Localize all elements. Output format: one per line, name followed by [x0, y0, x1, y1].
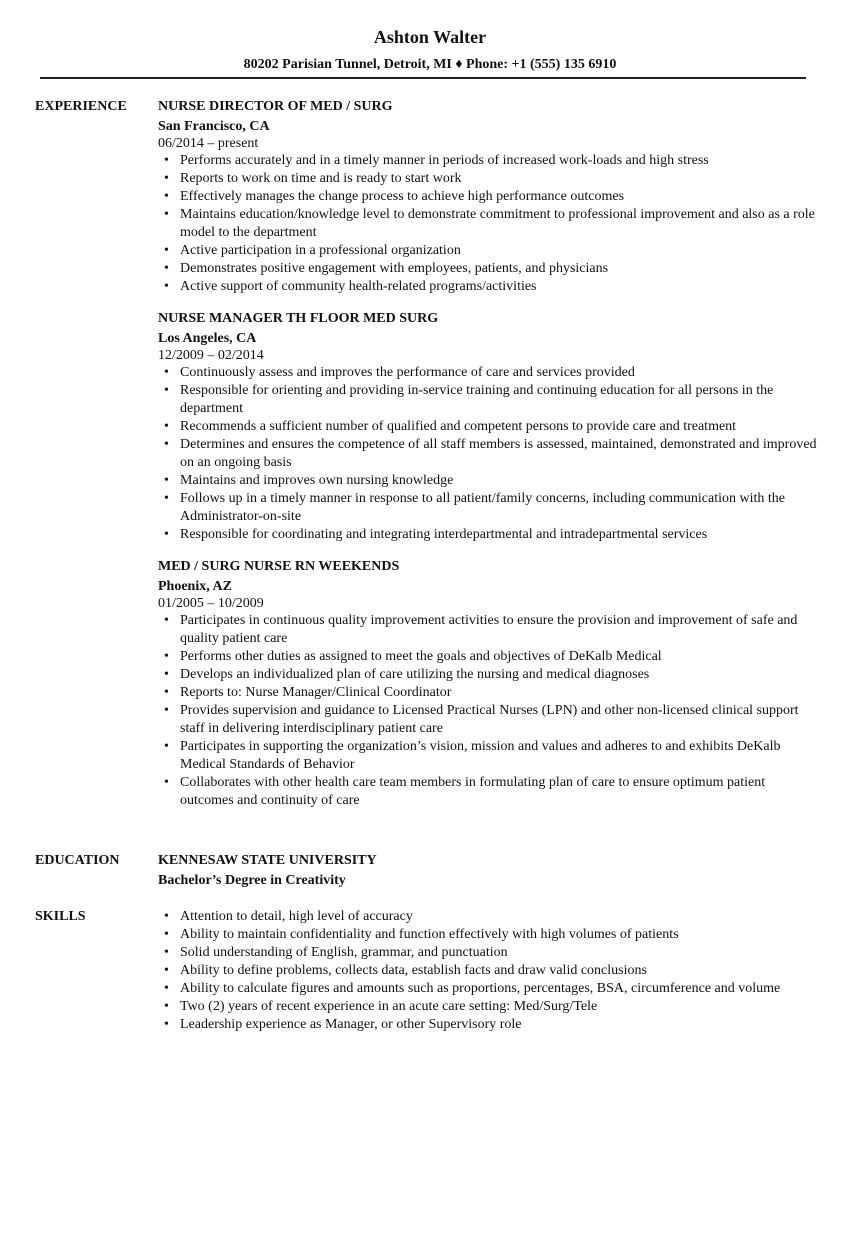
job-dates: 01/2005 – 10/2009 — [158, 596, 264, 611]
job-bullets — [158, 152, 818, 296]
bullet-item: • Participates in continuous quality improvement activities to ensure the provision and improvement of safe and quality patient care — [158, 612, 818, 648]
skill-item: • Ability to define problems, collects data, establish facts and draw valid conclusions — [158, 962, 818, 980]
bullet-item: • Determines and ensures the competence of all staff members is assessed, maintained, demonstrated and improved on an ongoing basis — [158, 436, 818, 472]
job-title: NURSE MANAGER TH FLOOR MED SURG — [158, 311, 439, 326]
bullet-item: • Maintains education/knowledge level to demonstrate commitment to professional improvement and also as a role model to the department — [158, 206, 818, 242]
bullet-item: • Reports to: Nurse Manager/Clinical Coordinator — [158, 684, 818, 702]
job-entry — [158, 558, 818, 810]
skill-item: • Ability to maintain confidentiality and function effectively with high volumes of patients — [158, 926, 818, 944]
skill-item: • Two (2) years of recent experience in an acute care setting: Med/Surg/Tele — [158, 998, 818, 1016]
section-label-education: EDUCATION — [35, 853, 120, 868]
bullet-item: • Continuously assess and improves the performance of care and services provided — [158, 364, 818, 382]
skill-bullets — [158, 908, 818, 1034]
job-title: NURSE DIRECTOR OF MED / SURG — [158, 99, 393, 114]
school-name: KENNESAW STATE UNIVERSITY — [158, 853, 377, 868]
bullet-item: • Responsible for coordinating and integrating interdepartmental and intradepartmental services — [158, 526, 818, 544]
job-dates: 06/2014 – present — [158, 136, 259, 151]
bullet-item: • Effectively manages the change process to achieve high performance outcomes — [158, 188, 818, 206]
job-location: Los Angeles, CA — [158, 331, 257, 346]
job-location: San Francisco, CA — [158, 119, 270, 134]
job-dates: 12/2009 – 02/2014 — [158, 348, 264, 363]
bullet-item: • Collaborates with other health care team members in formulating plan of care to ensure optimum patient outcomes and continuity of care — [158, 774, 818, 810]
section-label-skills: SKILLS — [35, 909, 86, 924]
skill-item: • Leadership experience as Manager, or other Supervisory role — [158, 1016, 818, 1034]
bullet-item: • Reports to work on time and is ready to start work — [158, 170, 818, 188]
job-entry — [158, 98, 818, 296]
bullet-item: • Provides supervision and guidance to Licensed Practical Nurses (LPN) and other non-licensed clinical support staff in delivering interdisciplinary patient care — [158, 702, 818, 738]
contact-line: 80202 Parisian Tunnel, Detroit, MI ♦ Phone: +1 (555) 135 6910 — [243, 57, 617, 72]
candidate-name: Ashton Walter — [373, 27, 487, 47]
bullet-item: • Recommends a sufficient number of qualified and competent persons to provide care and treatment — [158, 418, 818, 436]
bullet-item: • Develops an individualized plan of care utilizing the nursing and medical diagnoses — [158, 666, 818, 684]
job-bullets — [158, 364, 818, 544]
header-divider — [40, 77, 806, 79]
bullet-item: • Participates in supporting the organization’s vision, mission and values and adheres to and exhibits DeKalb Medical Standards of Behavior — [158, 738, 818, 774]
bullet-item: • Maintains and improves own nursing knowledge — [158, 472, 818, 490]
bullet-item: • Demonstrates positive engagement with employees, patients, and physicians — [158, 260, 818, 278]
skills-list — [158, 908, 818, 1034]
section-label-experience: EXPERIENCE — [35, 99, 127, 114]
bullet-item: • Performs accurately and in a timely manner in periods of increased work-loads and high stress — [158, 152, 818, 170]
bullet-item: • Active support of community health-related programs/activities — [158, 278, 818, 296]
degree-name: Bachelor’s Degree in Creativity — [158, 873, 346, 888]
resume-header — [0, 26, 860, 74]
skill-item: • Solid understanding of English, grammar, and punctuation — [158, 944, 818, 962]
bullet-item: • Performs other duties as assigned to meet the goals and objectives of DeKalb Medical — [158, 648, 818, 666]
job-title: MED / SURG NURSE RN WEEKENDS — [158, 559, 400, 574]
skill-item: • Ability to calculate figures and amounts such as proportions, percentages, BSA, circumference and volume — [158, 980, 818, 998]
bullet-item: • Follows up in a timely manner in response to all patient/family concerns, including communication with the Administrator-on-site — [158, 490, 818, 526]
job-location: Phoenix, AZ — [158, 579, 232, 594]
job-entry — [158, 310, 818, 544]
job-bullets — [158, 612, 818, 810]
education-entry — [158, 852, 818, 890]
experience-list — [158, 98, 818, 824]
bullet-item: • Active participation in a professional organization — [158, 242, 818, 260]
skill-item: • Attention to detail, high level of accuracy — [158, 908, 818, 926]
bullet-item: • Responsible for orienting and providing in-service training and continuing education for all persons in the department — [158, 382, 818, 418]
